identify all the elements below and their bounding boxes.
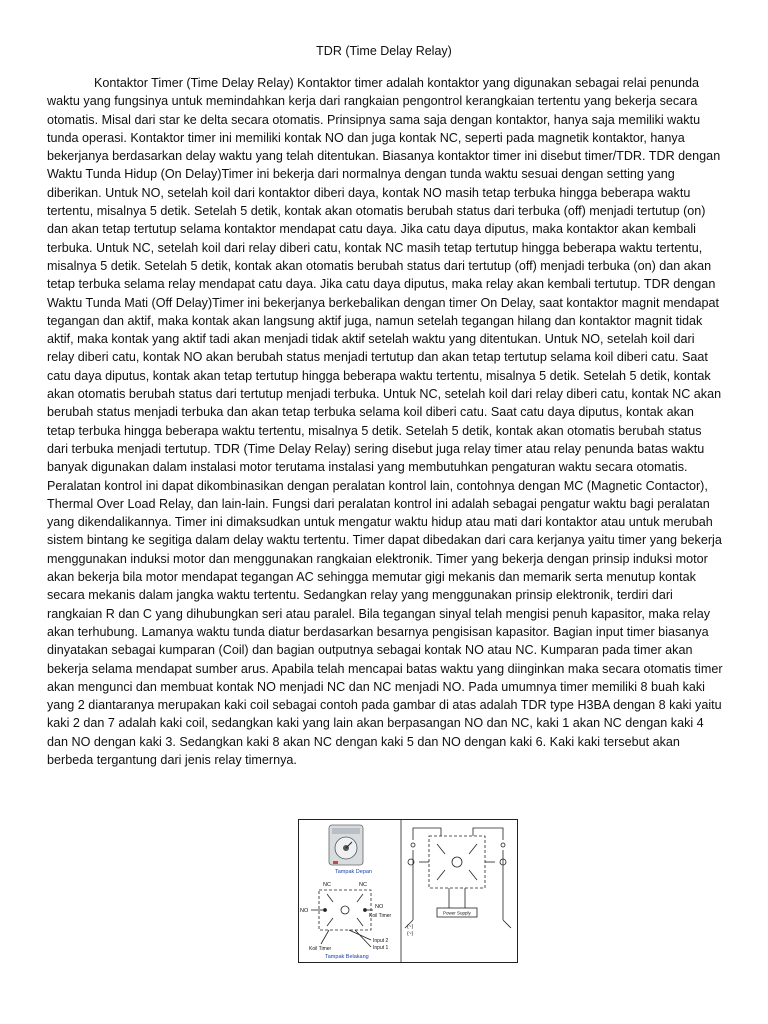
body-paragraph: Kontaktor Timer (Time Delay Relay) Kontaktor timer adalah kontaktor yang digunakan sebagai relai penunda waktu yang fungsinya untuk memindahkan kerja dari rangkaian pengontrol kerangkaian tertentu yang bekerja secara otomatis. Misal dari star ke delta secara otomatis. Prinsipnya sama saja dengan kontaktor, hanya saja memiliki waktu tunda operasi. Kontaktor timer ini memiliki kontak NO dan juga kontak NC, seperti pada magnetik kontaktor, hanya bekerjanya berdasarkan delay waktu yang telah ditentukan. Biasanya kontaktor timer ini disebut timer/TDR. TDR dengan Waktu Tunda Hidup (On Delay)Timer ini bekerja dari normalnya dengan tunda waktu sesuai dengan setting yang diberikan. Untuk NO, setelah koil dari kontaktor diberi daya, kontak NO masih tetap terbuka hingga beberapa waktu tertentu, misalnya 5 detik. Setelah 5 detik, kontak akan otomatis berubah status dari terbuka (off) menjadi tertutup (on) dan akan tetap tertutup selama kontaktor mendapat catu daya. Jika catu daya diputus, maka kontaktor akan kembali terbuka. Untuk NC, setelah koil dari relay diberi catu, kontak NC masih tetap tertutup hingga beberapa waktu tertentu, misalnya 5 detik. Setelah 5 detik, kontak akan otomatis berubah status dari tertutup (off) menjadi terbuka (on) dan akan tetap terbuka selama relay mendapat catu daya. Jika catu daya diputus, maka relay akan kembali tertutup. TDR dengan Waktu Tunda Mati (Off Delay)Timer ini bekerjanya berkebalikan dengan timer On Delay, saat kontaktor magnit mendapat tegangan dan aktif, maka kontak akan langsung aktif juga, namun setelah tegangan hilang dan kontaktor magnit tidak aktif, maka kontak yang aktif tadi akan menjadi tidak aktif setelah waktu yang ditentukan. Untuk NO, setelah koil dari relay diberi catu, kontak NO akan berubah status menjadi tertutup dan akan tetap tertutup selama koil diberi catu. Saat catu daya diputus, kontak akan tetap tertutup hingga beberapa waktu tertentu, misalnya 5 detik. Setelah 5 detik, kontak akan otomatis berubah status dari tertutup menjadi terbuka. Untuk NC, setelah koil dari relay diberi catu, kontak NC akan berubah status menjadi terbuka dan akan tetap terbuka selama koil diberi catu. Saat catu daya diputus, kontak akan tetap terbuka hingga beberapa waktu tertentu, misalnya 5 detik. Setelah 5 detik, kontak akan otomatis berubah status dari terbuka menjadi tertutup. TDR (Time Delay Relay) sering disebut juga relay timer atau relay penunda batas waktu banyak digunakan dalam instalasi motor terutama instalasi yang membutuhkan pengaturan waktu secara otomatis. Peralatan kontrol ini dapat dikombinasikan dengan peralatan kontrol lain, contohnya dengan MC (Magnetic Contactor), Thermal Over Load Relay, dan lain-lain. Fungsi dari peralatan kontrol ini adalah sebagai pengatur waktu bagi peralatan yang dikendalikannya. Timer ini dimaksudkan untuk mengatur waktu hidup atau mati dari kontaktor atau untuk merubah sistem bintang ke segitiga dalam delay waktu tertentu. Timer dapat dibedakan dari cara kerjanya yaitu timer yang bekerja menggunakan induksi motor dan menggunakan rangkaian elektronik. Timer yang bekerja dengan prinsip induksi motor akan bekerja bila motor mendapat tegangan AC sehingga memutar gigi mekanis dan memarik serta menutup kontak secara mekanis dalam jangka waktu tertentu. Sedangkan relay yang menggunakan prinsip elektronik, terdiri dari rangkaian R dan C yang dihubungkan seri atau paralel. Bila tegangan sinyal telah mengisi penuh kapasitor, maka relay akan terhubung. Lamanya waktu tunda diatur berdasarkan besarnya pengisisan kapasitor. Bagian input timer biasanya dinyatakan sebagai kumparan (Coil) dan bagian outputnya sebagai kontak NO atau NC. Kumparan pada timer akan bekerja selama mendapat sumber arus. Apabila telah mencapai batas waktu yang diinginkan maka secara otomatis timer akan mengunci dan membuat kontak NO menjadi NC dan NC menjadi NO. Pada umumnya timer memiliki 8 buah kaki yang 2 diantaranya merupakan kaki coil sebagai contoh pada gambar di atas adalah TDR type H3BA dengan 8 kaki yaitu kaki 2 dan 7 adalah kaki coil, sedangkan kaki yang lain akan berpasangan NO dan NC, kaki 1 akan NC dengan kaki 4 dan NO dengan kaki 3. Sedangkan kaki 8 akan NC dengan kaki 5 dan NO dengan kaki 6. Kaki kaki tersebut akan berbeda tergantung dari jenis relay timernya. [47, 76, 723, 767]
label-no-right: NO [375, 904, 384, 910]
label-koil-timer-right: Koil Timer [369, 913, 392, 919]
label-nc-right: NC [359, 882, 367, 888]
document-body [47, 74, 723, 769]
label-koil-timer-left: Koil Timer [309, 946, 332, 952]
label-plus: (~) [407, 931, 414, 937]
tdr-figure [298, 819, 518, 963]
label-minus: (~) [407, 924, 414, 930]
label-input1: Input 1 [373, 945, 389, 951]
label-front: Tampak Depan [335, 869, 372, 875]
label-back: Tampak Belakang [325, 954, 369, 960]
tdr-diagram [299, 820, 517, 962]
document-title: TDR (Time Delay Relay) [316, 44, 452, 58]
label-nc-left: NC [323, 882, 331, 888]
label-power-supply: Power Supply [443, 910, 471, 916]
label-no-left: NO [300, 908, 309, 914]
timer-device-photo [329, 825, 363, 865]
pin-diagram [311, 890, 373, 947]
label-input2: Input 2 [373, 938, 389, 944]
